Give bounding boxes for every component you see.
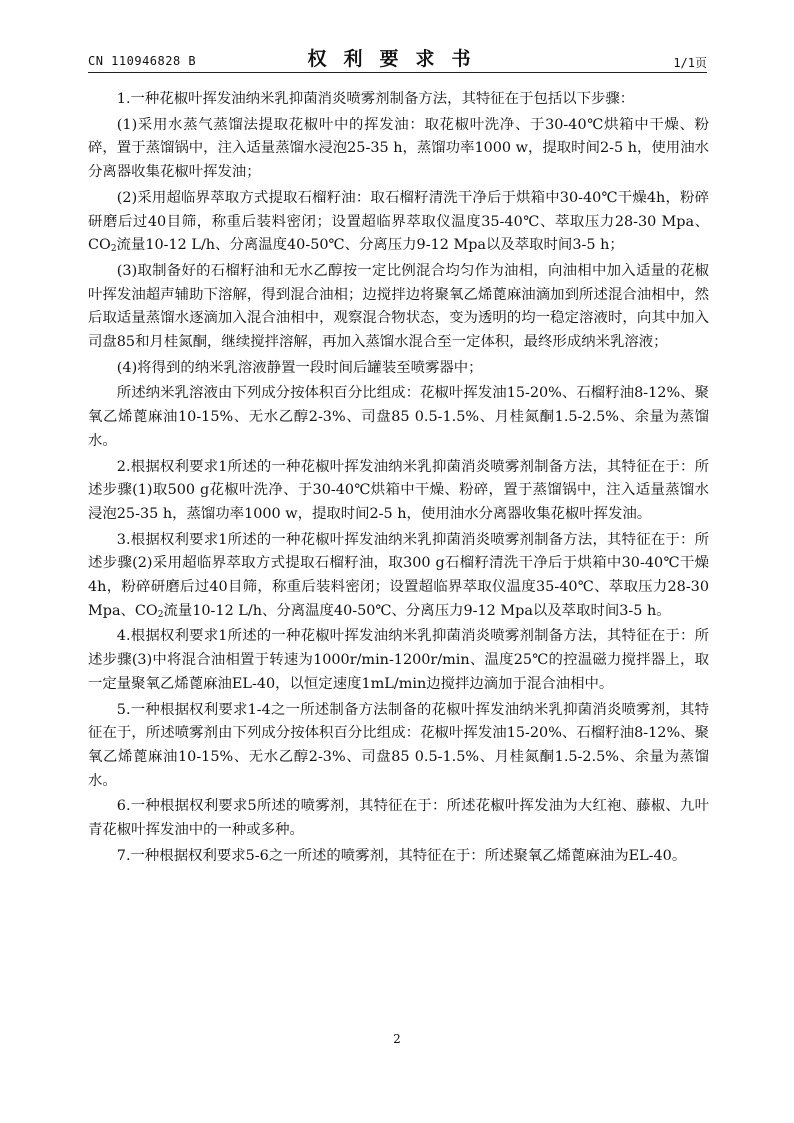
claim-1-composition: 所述纳米乳溶液由下列成分按体积百分比组成：花椒叶挥发油15-20%、石榴籽油8-12%、聚氧乙烯蓖麻油10-15%、无水乙醇2-3%、司盘85 0.5-1.5%、月桂氮酮1.5-2.5%、余量为蒸馏水。 (88, 385, 709, 449)
claim-1-step-2-part-a: (2)采用超临界萃取方式提取石榴籽油：取石榴籽清洗干净后于烘箱中30-40℃干燥4h，粉碎研磨后过40目筛，称重后装料密闭；设置超临界萃取仪温度35-40℃、萃取压力28-30 Mpa、CO (88, 189, 709, 254)
header-rule (88, 72, 707, 73)
claim-1-intro: 1.一种花椒叶挥发油纳米乳抑菌消炎喷雾剂制备方法，其特征在于包括以下步骤： (116, 91, 635, 107)
claim-3-part-b: 流量10-12 L/h、分离温度40-50℃、分离压力9-12 Mpa以及萃取时间3-5 h。 (163, 602, 671, 619)
claim-2: 2.根据权利要求1所述的一种花椒叶挥发油纳米乳抑菌消炎喷雾剂制备方法，其特征在于：所述步骤(1)取500 g花椒叶洗净、于30-40℃烘箱中干燥、粉碎，置于蒸馏锅中，注入适量蒸馏水浸泡25-35 h，蒸馏功率1000 w，提取时间2-5 h，使用油水分离器收集花椒叶挥发油。 (88, 458, 709, 522)
page-info: 1/1页 (673, 56, 707, 70)
claim-1-step-3: (3)取制备好的石榴籽油和无水乙醇按一定比例混合均匀作为油相，向油相中加入适量的花椒叶挥发油超声辅助下溶解，得到混合油相；边搅拌边将聚氧乙烯蓖麻油滴加到所述混合油相中，然后取适量蒸馏水逐滴加入混合油相中，观察混合物状态，变为透明的均一稳定溶液时，向其中加入司盘85和月桂氮酮，继续搅拌溶解，再加入蒸馏水混合至一定体积，最终形成纳米乳溶液； (88, 262, 709, 351)
claim-1-step-1: (1)采用水蒸气蒸馏法提取花椒叶中的挥发油：取花椒叶洗净、于30-40℃烘箱中干燥、粉碎，置于蒸馏锅中，注入适量蒸馏水浸泡25-35 h，蒸馏功率1000 w，提取时间2-5 h，使用油水分离器收集花椒叶挥发油； (88, 116, 709, 181)
document-title: 权利要求书 (307, 48, 488, 70)
claims-body (88, 88, 709, 869)
claim-7: 7.一种根据权利要求5-6之一所述的喷雾剂，其特征在于：所述聚氧乙烯蓖麻油为EL-40。 (116, 847, 687, 864)
patent-number: CN 110946828 B (88, 54, 197, 68)
subscript-2: 2 (110, 244, 117, 255)
claim-1-step-2 (88, 187, 709, 258)
claim-4: 4.根据权利要求1所述的一种花椒叶挥发油纳米乳抑菌消炎喷雾剂制备方法，其特征在于：所述步骤(3)中将混合油相置于转速为1000r/min-1200r/min、温度25℃的控温磁力搅拌器上，取一定量聚氧乙烯蓖麻油EL-40，以恒定速度1mL/min边搅拌边滴加于混合油相中。 (88, 628, 709, 692)
subscript-2: 2 (157, 609, 164, 620)
claim-1-step-4: (4)将得到的纳米乳溶液静置一段时间后罐装至喷雾器中； (116, 359, 483, 376)
page-number: 2 (393, 1032, 401, 1046)
claim-3 (88, 529, 709, 624)
claim-6: 6.一种根据权利要求5所述的喷雾剂，其特征在于：所述花椒叶挥发油为大红袍、藤椒、九叶青花椒叶挥发油中的一种或多种。 (88, 798, 709, 839)
page-header (88, 44, 707, 72)
claim-3-part-a: 3.根据权利要求1所述的一种花椒叶挥发油纳米乳抑菌消炎喷雾剂制备方法，其特征在于：所述步骤(2)采用超临界萃取方式提取石榴籽油，取300 g石榴籽清洗干净后于烘箱中30-40℃干燥4h，粉碎研磨后过40目筛，称重后装料密闭；设置超临界萃取仪温度35-40℃、萃取压力28-30 Mpa、CO (88, 531, 709, 619)
claim-5: 5.一种根据权利要求1-4之一所述制备方法制备的花椒叶挥发油纳米乳抑菌消炎喷雾剂，其特征在于，所述喷雾剂由下列成分按体积百分比组成：花椒叶挥发油15-20%、石榴籽油8-12%、聚氧乙烯蓖麻油10-15%、无水乙醇2-3%、司盘85 0.5-1.5%、月桂氮酮1.5-2.5%、余量为蒸馏水。 (88, 701, 709, 789)
claim-1-step-2-part-b: 流量10-12 L/h、分离温度40-50℃、分离压力9-12 Mpa以及萃取时间3-5 h； (116, 237, 624, 254)
